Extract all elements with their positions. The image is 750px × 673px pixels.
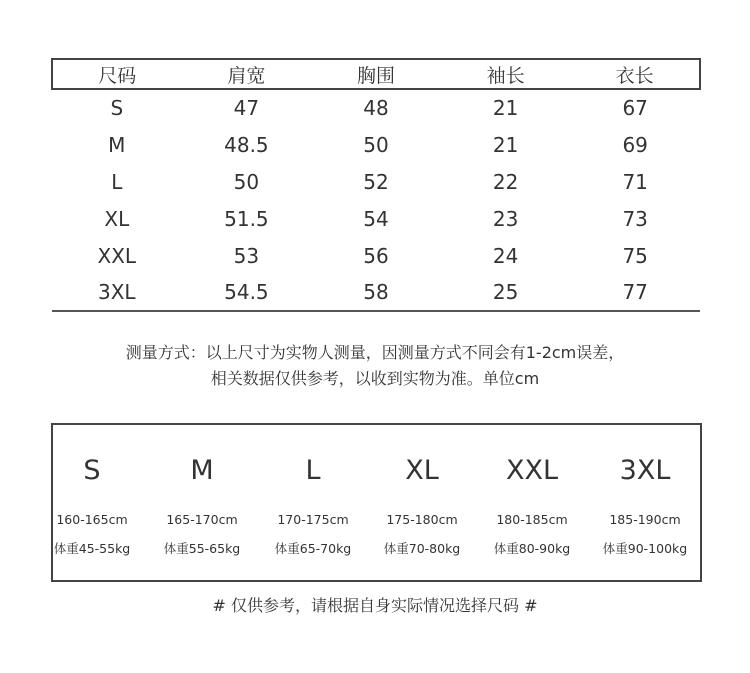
table-cell: 48.5 [224,132,269,157]
table-cell: 50 [233,169,260,194]
table-row [52,126,700,163]
recommendation-size: S [83,455,101,486]
header-length: 衣长 [570,59,700,89]
table-cell: 53 [233,243,260,268]
recommendation-weight: 体重80-90kg [493,541,571,556]
recommendation-height: 180-185cm [496,512,568,527]
table-cell: 22 [492,169,519,194]
table-cell: 77 [570,274,700,311]
recommendation-size: L [305,455,321,486]
table-cell: 73 [622,206,648,231]
table-row [52,89,700,126]
table-header-row [52,59,700,89]
table-cell: 25 [441,274,571,311]
header-size: 尺码 [52,59,182,89]
table-cell: 48 [363,96,389,120]
header-shoulder: 肩宽 [182,59,312,89]
table-row [52,274,700,311]
recommendation-item-xxl [477,425,587,580]
recommendation-size: XXL [505,455,559,486]
measurement-note-line-2: 相关数据仅供参考，以收到实物为准。单位cm [210,369,540,388]
header-chest: 胸围 [311,59,441,89]
table-row [52,237,700,274]
recommendation-weight: 体重70-80kg [383,541,461,556]
header-sleeve: 袖长 [441,59,571,89]
recommendation-weight: 体重90-100kg [602,541,688,556]
table-cell: 3XL [52,274,182,311]
table-cell: 54 [363,206,389,231]
recommendation-item-m [147,425,257,580]
table-row [52,163,700,200]
table-cell: 51.5 [224,206,269,231]
recommendation-height: 160-165cm [56,512,128,527]
size-chart-table [51,58,701,312]
table-cell: 56 [363,243,389,268]
recommendation-weight: 体重45-55kg [53,541,131,556]
table-cell: XL [104,206,130,231]
recommendation-size: M [190,455,214,486]
recommendation-height: 165-170cm [166,512,238,527]
table-cell: S [110,96,124,120]
recommendation-item-3xl [590,425,700,580]
table-cell: 50 [363,132,389,157]
table-cell: 69 [622,132,648,157]
table-cell: 52 [363,169,389,194]
recommendation-item-xl [367,425,477,580]
recommendation-weight: 体重55-65kg [163,541,241,556]
table-cell: 71 [622,169,648,194]
recommendation-size: 3XL [619,455,671,486]
table-cell: 21 [492,132,519,157]
recommendation-size: XL [405,455,439,486]
table-cell: 54.5 [182,274,312,311]
recommendation-height: 175-180cm [386,512,458,527]
table-cell: 75 [622,243,648,268]
table-cell: 21 [492,96,519,120]
table-cell: M [108,132,126,157]
table-cell: 67 [622,96,648,120]
recommendation-weight: 体重65-70kg [274,541,352,556]
table-cell: 24 [492,243,519,268]
recommendation-height: 185-190cm [609,512,681,527]
table-cell: XXL [97,243,137,268]
recommendation-height: 170-175cm [277,512,349,527]
measurement-note-line-1: 测量方式：以上尺寸为实物人测量，因测量方式不同会有1-2cm误差， [125,343,625,362]
footer-note: # 仅供参考，请根据自身实际情况选择尺码 # [212,596,538,615]
table-cell: 58 [311,274,441,311]
table-cell: L [111,169,123,194]
recommendation-item-l [258,425,368,580]
table-row [52,200,700,237]
size-recommendation-box [51,423,702,582]
table-cell: 23 [492,206,519,231]
recommendation-item-s [37,425,147,580]
table-cell: 47 [233,96,260,120]
